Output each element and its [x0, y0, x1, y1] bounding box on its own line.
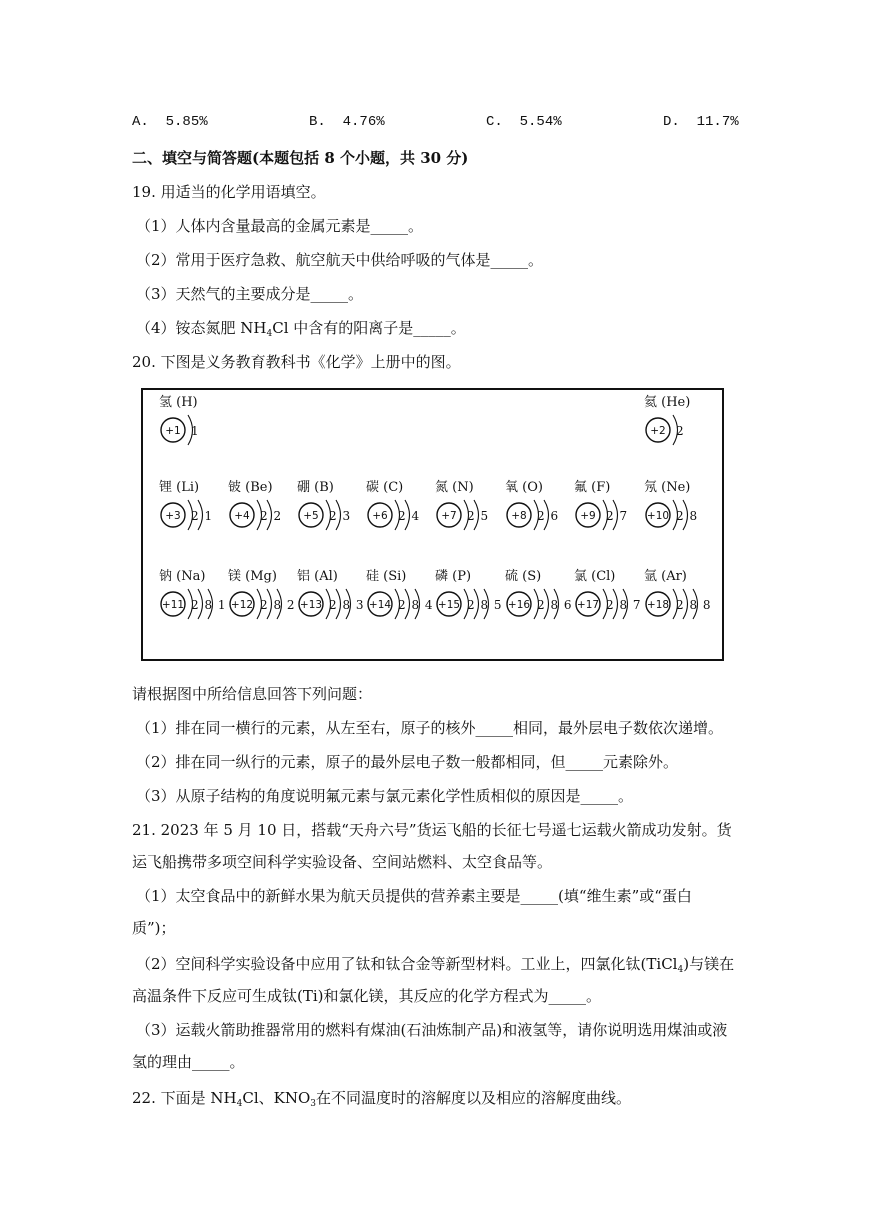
q21-part3-line2: 氢的理由_____。 [132, 1053, 245, 1071]
atom-16 [574, 569, 642, 619]
atom-3 [228, 479, 282, 530]
q19-part2: （2）常用于医疗急救、航空航天中供给呼吸的气体是_____。 [136, 251, 544, 269]
shell-electrons: 2 5 [467, 509, 490, 523]
q20-part3: （3）从原子结构的角度说明氟元素与氯元素化学性质相似的原因是_____。 [136, 787, 634, 805]
q19-stem: 19. 用适当的化学用语填空。 [132, 183, 326, 201]
nucleus-charge: +7 [441, 510, 457, 522]
option-b: B. 4.76% [309, 114, 385, 130]
shell-electrons: 2 1 [191, 509, 214, 523]
nucleus-charge: +9 [580, 510, 596, 522]
atom-8 [574, 480, 628, 530]
atom-2 [159, 479, 213, 530]
atom-label: 硅 (Si) [366, 569, 407, 584]
atom-label: 铍 (Be) [228, 480, 273, 495]
atom-label: 氩 (Ar) [644, 569, 687, 584]
atom-label: 氟 (F) [574, 480, 611, 495]
q21-part2-line2: 高温条件下反应可生成钛(Ti)和氯化镁，其反应的化学方程式为_____。 [132, 987, 602, 1005]
atom-15 [505, 569, 573, 619]
q21-part3-line1: （3）运载火箭助推器常用的燃料有煤油(石油炼制产品)和液氢等，请你说明选用煤油或液 [136, 1021, 728, 1039]
nucleus-charge: +12 [230, 599, 254, 611]
q21-stem-line2: 运飞船携带多项空间科学实验设备、空间站燃料、太空食品等。 [132, 853, 553, 871]
shell-electrons: 2 7 [606, 509, 629, 523]
q21-part1-line2: 质”)； [132, 919, 176, 937]
atom-1 [644, 395, 690, 445]
option-a: A. 5.85% [132, 114, 208, 130]
nucleus-charge: +17 [576, 599, 600, 611]
nucleus-charge: +4 [234, 510, 250, 522]
q20-part1: （1）排在同一横行的元素，从左至右，原子的核外_____相同，最外层电子数依次递增。 [136, 719, 724, 737]
atom-11 [228, 568, 296, 619]
atom-label: 氦 (He) [644, 395, 691, 410]
shell-electrons: 2 8 5 [467, 598, 503, 612]
nucleus-charge: +3 [165, 510, 181, 522]
nucleus-charge: +15 [437, 599, 461, 611]
atom-7 [505, 480, 559, 530]
q20-stem: 20. 下图是义务教育教科书《化学》上册中的图。 [132, 353, 461, 371]
q22-stem: 22. 下面是 $NH_4Cl$、$KNO_3$在不同温度时的溶解度以及相应的溶解度曲线。 [132, 1089, 631, 1109]
q21-stem-line1: 21. 2023 年 5 月 10 日，搭载“天舟六号”货运飞船的长征七号遥七运载火箭成功发射。货 [132, 821, 732, 839]
q20-part2: （2）排在同一纵行的元素，原子的最外层电子数一般都相同，但_____元素除外。 [136, 753, 679, 771]
nucleus-charge: +13 [299, 599, 323, 611]
shell-electrons: 2 6 [537, 509, 560, 523]
nucleus-charge: +2 [650, 425, 666, 437]
atom-label: 钠 (Na) [159, 569, 206, 584]
nucleus-charge: +8 [511, 510, 527, 522]
atom-14 [435, 568, 503, 619]
q19-part1: （1）人体内含量最高的金属元素是_____。 [136, 217, 424, 235]
atom-label: 氯 (Cl) [574, 569, 616, 584]
atom-label: 硫 (S) [505, 569, 542, 584]
shell-electrons: 2 2 [260, 509, 283, 523]
atom-label: 铝 (Al) [297, 569, 338, 584]
q21-part2-line1: （2）空间科学实验设备中应用了钛和钛合金等新型材料。工业上，四氯化钛(TiCl$_4$)与镁在 [136, 955, 735, 975]
shell-electrons: 2 8 7 [606, 598, 642, 612]
atom-10 [159, 568, 227, 619]
shell-electrons: 2 8 8 [676, 598, 712, 612]
option-c: C. 5.54% [486, 114, 562, 130]
q20-instruction: 请根据图中所给信息回答下列问题： [132, 685, 373, 703]
q21-part1-line1: （1）太空食品中的新鲜水果为航天员提供的营养素主要是_____(填“维生素”或“蛋白 [136, 887, 692, 905]
nucleus-charge: +5 [303, 510, 319, 522]
shell-electrons: 2 8 3 [329, 598, 365, 612]
nucleus-charge: +16 [507, 599, 531, 611]
q19-part4: （4）铵态氮肥 $NH_4Cl$ 中含有的阳离子是_____。 [136, 319, 466, 339]
atom-0 [159, 395, 200, 445]
atom-label: 碳 (C) [366, 480, 404, 495]
nucleus-charge: +14 [368, 599, 392, 611]
atom-label: 氮 (N) [435, 480, 474, 495]
shell-electrons: 1 [191, 424, 200, 438]
atom-label: 氧 (O) [505, 480, 543, 495]
shell-electrons: 2 8 1 [191, 598, 227, 612]
nucleus-charge: +10 [646, 510, 670, 522]
atom-structure-figure [141, 384, 725, 661]
atom-13 [366, 569, 434, 619]
atom-12 [297, 569, 365, 619]
nucleus-charge: +1 [165, 425, 181, 437]
atom-6 [435, 480, 489, 530]
atom-label: 磷 (P) [435, 569, 472, 584]
shell-electrons: 2 8 [676, 509, 699, 523]
shell-electrons: 2 8 4 [398, 598, 434, 612]
atom-label: 锂 (Li) [159, 480, 200, 495]
atom-label: 镁 (Mg) [228, 569, 277, 584]
nucleus-charge: +11 [161, 599, 185, 611]
nucleus-charge: +18 [646, 599, 670, 611]
option-d: D. 11.7% [663, 114, 739, 130]
shell-electrons: 2 8 2 [260, 598, 296, 612]
atom-17 [644, 569, 712, 619]
shell-electrons: 2 3 [329, 509, 352, 523]
atom-label: 氖 (Ne) [644, 480, 691, 495]
section-heading: 二、填空与简答题(本题包括 8 个小题，共 30 分) [132, 149, 469, 167]
atom-label: 氢 (H) [159, 395, 198, 410]
atom-4 [297, 480, 351, 530]
q19-part3: （3）天然气的主要成分是_____。 [136, 285, 364, 303]
atom-5 [366, 479, 420, 530]
nucleus-charge: +6 [372, 510, 388, 522]
atom-label: 硼 (B) [297, 480, 334, 495]
shell-electrons: 2 4 [398, 509, 421, 523]
shell-electrons: 2 8 6 [537, 598, 573, 612]
shell-electrons: 2 [676, 424, 685, 438]
atom-9 [644, 480, 698, 530]
